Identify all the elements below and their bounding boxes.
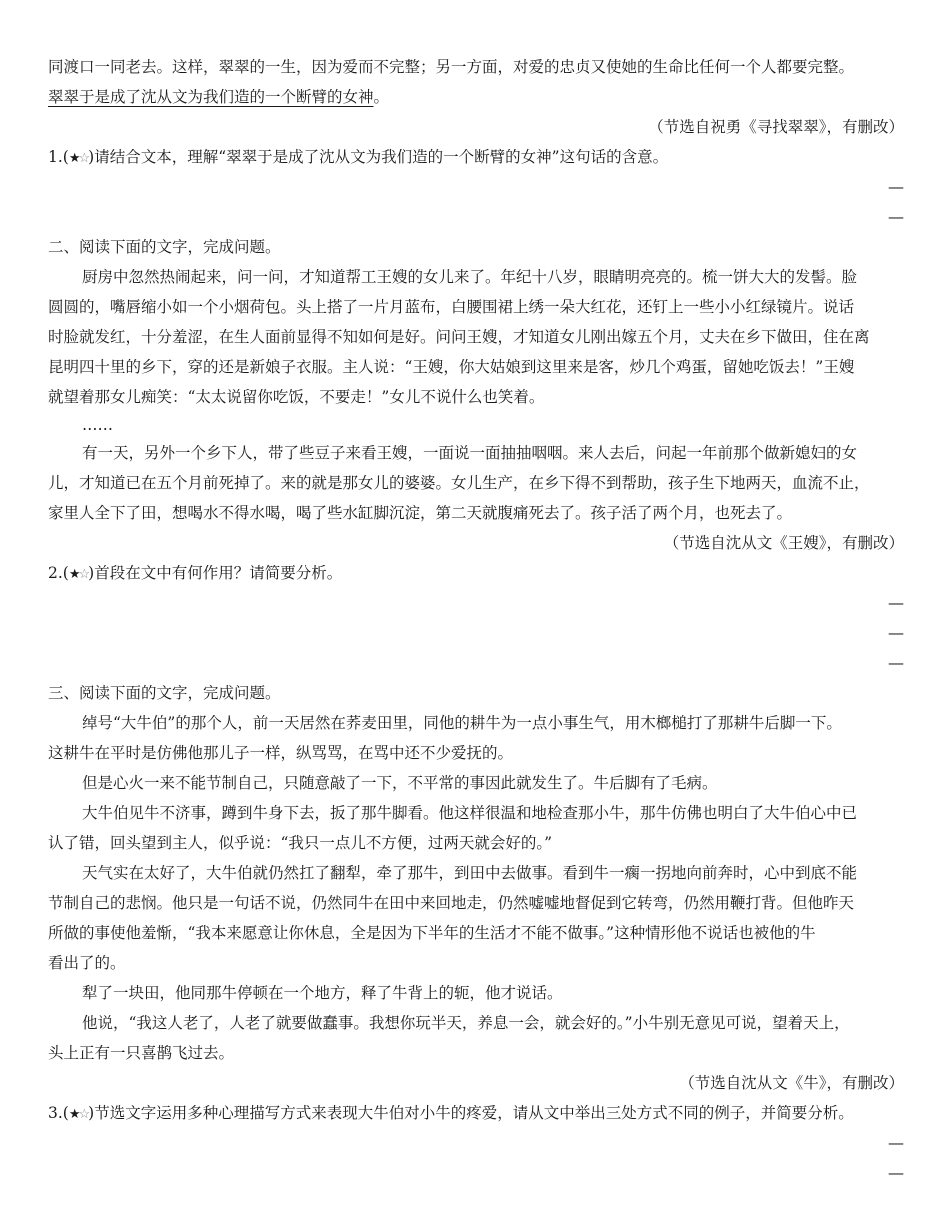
- paragraph-line: 圆圆的，嘴唇缩小如一个小烟荷包。头上搭了一片月蓝布，白腰围裙上绣一朵大红花，还钉上一些小小红绿镜片。说话: [48, 298, 855, 316]
- answer-line[interactable]: —: [888, 1163, 904, 1182]
- paragraph-line: 儿，才知道已在五个月前死掉了。来的就是那女儿的婆婆。女儿生产，在乡下得不到帮助，孩子生下地两天，血流不止，: [48, 474, 870, 492]
- paragraph-line: 昆明四十里的乡下，穿的还是新娘子衣服。主人说：“王嫂，你大姑娘到这里来是客，炒几个鸡蛋，留她吃饭去！”王嫂: [48, 358, 855, 376]
- paragraph-line: 节制自己的悲悯。他只是一句话不说，仍然同牛在田中来回地走，仍然嘘嘘地督促到它转弯，仍然用鞭打背。但他昨天: [48, 894, 855, 912]
- paragraph-line: 所做的事使他羞惭，“我本来愿意让你休息，全是因为下半年的生活才不能不做事。”这种情形他不说话也被他的牛: [48, 924, 816, 942]
- paragraph-line: 犁了一块田，他同那牛停顿在一个地方，释了牛背上的轭，他才说话。: [82, 984, 563, 1002]
- answer-line[interactable]: —: [888, 623, 904, 642]
- paragraph-line: 厨房中忽然热闹起来，问一问，才知道帮工王嫂的女儿来了。年纪十八岁，眼睛明亮亮的。梳一饼大大的发髻。脸: [82, 268, 858, 286]
- question-text: 请结合文本，理解“翠翠于是成了沈从文为我们造的一个断臂的女神”这句话的含意。: [94, 148, 669, 166]
- question-1: 1.(★☆)请结合文本，理解“翠翠于是成了沈从文为我们造的一个断臂的女神”这句话的含意。: [48, 148, 669, 166]
- question-number: 3.: [48, 1104, 63, 1122]
- paragraph-line: 就望着那女儿痴笑：“太太说留你吃饭，不要走！”女儿不说什么也笑着。: [48, 388, 545, 406]
- paragraph-line: 时脸就发红，十分羞涩，在生人面前显得不知如何是好。问问王嫂，才知道女儿刚出嫁五个月，丈夫在乡下做田，住在离: [48, 328, 870, 346]
- paragraph-line: 他说，“我这人老了，人老了就要做蠢事。我想你玩半天，养息一会，就会好的。”小牛别无意见可说，望着天上，: [82, 1014, 850, 1032]
- paragraph-line: 家里人全下了田，想喝水不得水喝，喝了些水缸脚沉淀，第二天就腹痛死去了。孩子活了两个月，也死去了。: [48, 504, 793, 522]
- answer-line[interactable]: —: [888, 207, 904, 226]
- section-2-heading: 二、阅读下面的文字，完成问题。: [48, 238, 281, 256]
- section-2-source: （节选自沈从文《王嫂》，有删改）: [663, 534, 904, 552]
- passage1-line2: [48, 82, 904, 112]
- paragraph-line: 绰号“大牛伯”的那个人，前一天居然在荞麦田里，同他的耕牛为一点小事生气，用木榔槌打了那耕牛后脚一下。: [82, 714, 842, 732]
- difficulty-stars-icon: ★☆: [68, 151, 89, 166]
- underlined-sentence: 翠翠于是成了沈从文为我们造的一个断臂的女神: [48, 88, 374, 106]
- passage1-source: （节选自祝勇《寻找翠翠》，有删改）: [648, 118, 904, 136]
- section-3-heading: 三、阅读下面的文字，完成问题。: [48, 684, 281, 702]
- paragraph-line: 天气实在太好了，大牛伯就仍然扛了翻犁，牵了那牛，到田中去做事。看到牛一瘸一拐地向前奔时，心中到底不能: [82, 864, 858, 882]
- paragraph-line: 看出了的。: [48, 954, 126, 972]
- paragraph-line: 这耕牛在平时是仿佛他那儿子一样，纵骂骂，在骂中还不少爱抚的。: [48, 744, 514, 762]
- paragraph-line: 有一天，另外一个乡下人，带了些豆子来看王嫂，一面说一面抽抽咽咽。来人去后，问起一年前那个做新媳妇的女: [82, 444, 858, 462]
- passage1-line1: 同渡口一同老去。这样，翠翠的一生，因为爱而不完整；另一方面，对爱的忠贞又使她的生命比任何一个人都要完整。: [48, 58, 855, 76]
- question-number: 1.: [48, 148, 63, 166]
- question-2: 2.(★☆)首段在文中有何作用？请简要分析。: [48, 564, 343, 582]
- paragraph-line: 但是心火一来不能节制自己，只随意敲了一下，不平常的事因此就发生了。牛后脚有了毛病。: [82, 774, 718, 792]
- section-3-source: （节选自沈从文《牛》，有删改）: [679, 1074, 904, 1092]
- paragraph-line: 认了错，回头望到主人，似乎说：“我只一点儿不方便，过两天就会好的。”: [48, 834, 553, 852]
- ellipsis: ……: [82, 416, 113, 434]
- answer-line[interactable]: —: [888, 1133, 904, 1152]
- answer-line[interactable]: —: [888, 177, 904, 196]
- paragraph-line: 大牛伯见牛不济事，蹲到牛身下去，扳了那牛脚看。他这样很温和地检查那小牛，那牛仿佛也明白了大牛伯心中已: [82, 804, 858, 822]
- paragraph-line: 头上正有一只喜鹊飞过去。: [48, 1044, 235, 1062]
- question-text: 首段在文中有何作用？请简要分析。: [94, 564, 343, 582]
- question-number: 2.: [48, 564, 63, 582]
- difficulty-stars-icon: ★☆: [68, 1107, 89, 1122]
- question-text: 节选文字运用多种心理描写方式来表现大牛伯对小牛的疼爱，请从文中举出三处方式不同的例子，并简要分析。: [94, 1104, 854, 1122]
- document-page: [48, 52, 904, 1188]
- answer-line[interactable]: —: [888, 593, 904, 612]
- answer-line[interactable]: —: [888, 653, 904, 672]
- difficulty-stars-icon: ★☆: [68, 567, 89, 582]
- question-3: 3.(★☆)节选文字运用多种心理描写方式来表现大牛伯对小牛的疼爱，请从文中举出三处方式不同的例子，并简要分析。: [48, 1104, 854, 1122]
- period: 。: [373, 88, 390, 106]
